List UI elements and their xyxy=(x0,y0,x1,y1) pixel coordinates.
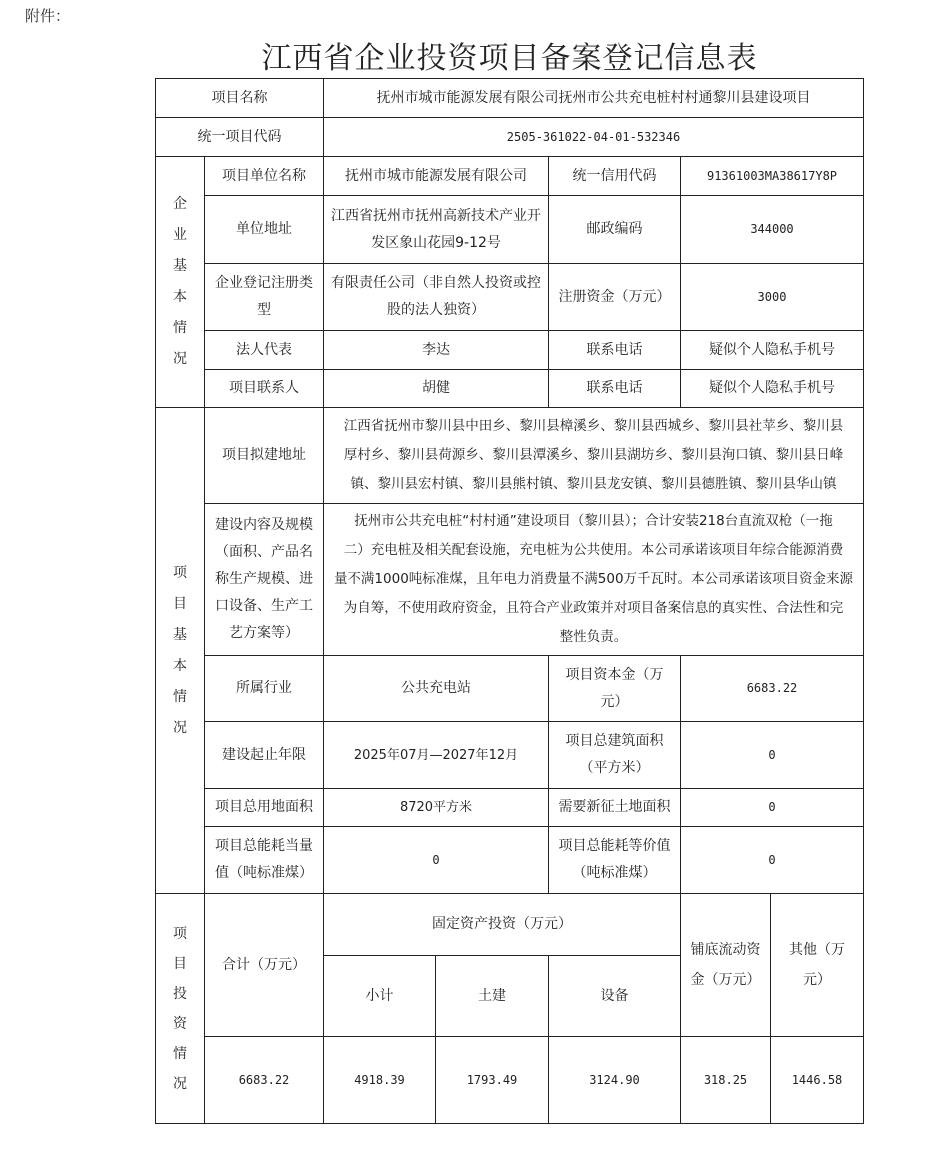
new-land-label: 需要新征土地面积 xyxy=(548,788,681,827)
land-area-label: 项目总用地面积 xyxy=(204,788,324,827)
phone-value-1: 疑似个人隐私手机号 xyxy=(680,330,864,370)
scope-label: 建设内容及规模 （面积、产品名 称生产规模、进 口设备、生产工 艺方案等） xyxy=(204,503,324,656)
fixed-investment-label: 固定资产投资（万元） xyxy=(323,893,681,956)
enterprise-section-label: 企 业 基 本 情 况 xyxy=(155,156,205,408)
phone-label-2: 联系电话 xyxy=(548,369,681,408)
unit-name-label: 项目单位名称 xyxy=(204,156,324,196)
phone-value-2: 疑似个人隐私手机号 xyxy=(680,369,864,408)
new-land-value: 0 xyxy=(680,788,864,827)
project-capital-label: 项目资本金（万 元） xyxy=(548,655,681,722)
industry-label: 所属行业 xyxy=(204,655,324,722)
reg-type-value: 有限责任公司（非自然人投资或控 股的法人独资） xyxy=(323,263,549,331)
document-title: 江西省企业投资项目备案登记信息表 xyxy=(261,41,758,76)
project-section-label: 项 目 基 本 情 况 xyxy=(155,407,205,894)
phone-label-1: 联系电话 xyxy=(548,330,681,370)
energy-equivalent-value: 0 xyxy=(323,826,549,894)
postcode-label: 邮政编码 xyxy=(548,195,681,264)
credit-code-label: 统一信用代码 xyxy=(548,156,681,196)
working-capital-label: 铺底流动资 金（万元） xyxy=(680,893,771,1037)
investment-section-label: 项 目 投 资 情 况 xyxy=(155,893,205,1124)
energy-value-label: 项目总能耗等价值 （吨标准煤） xyxy=(548,826,681,894)
equipment-label: 设备 xyxy=(548,955,681,1037)
project-code-value: 2505-361022-04-01-532346 xyxy=(323,117,864,157)
scope-value: 抚州市公共充电桩“村村通”建设项目（黎川县）；合计安装218台直流双枪（一拖 二）充电桩及相关配套设施，充电桩为公共使用。本公司承诺该项目年综合能源消费 量不满1000吨标准煤，且年电力消费量不满500万千瓦时。本公司承诺该项目资金来源 为自筹，不使用政府资金，且符合产业政策并对项目备案信息的真实性、合法性和完 整性负责。 xyxy=(323,503,864,656)
period-label: 建设起止年限 xyxy=(204,721,324,789)
project-name-label: 项目名称 xyxy=(155,78,324,118)
subtotal-label: 小计 xyxy=(323,955,436,1037)
site-value: 江西省抚州市黎川县中田乡、黎川县樟溪乡、黎川县西城乡、黎川县社苹乡、黎川县 厚村乡、黎川县荷源乡、黎川县潭溪乡、黎川县湖坊乡、黎川县洵口镇、黎川县日峰 镇、黎川县宏村镇、黎川县熊村镇、黎川县龙安镇、黎川县德胜镇、黎川县华山镇 xyxy=(323,407,864,504)
civil-label: 土建 xyxy=(435,955,549,1037)
legal-rep-value: 李达 xyxy=(323,330,549,370)
project-name-value: 抚州市城市能源发展有限公司抚州市公共充电桩村村通黎川县建设项目 xyxy=(323,78,864,118)
attachment-label: 附件： xyxy=(25,7,71,25)
credit-code-value: 91361003MA38617Y8P xyxy=(680,156,864,196)
other-label: 其他（万 元） xyxy=(770,893,864,1037)
investment-total-label: 合计（万元） xyxy=(204,893,324,1037)
project-code-label: 统一项目代码 xyxy=(155,117,324,157)
record-form-table xyxy=(155,78,864,1124)
project-capital-value: 6683.22 xyxy=(680,655,864,722)
unit-name-value: 抚州市城市能源发展有限公司 xyxy=(323,156,549,196)
postcode-value: 344000 xyxy=(680,195,864,264)
legal-rep-label: 法人代表 xyxy=(204,330,324,370)
industry-value: 公共充电站 xyxy=(323,655,549,722)
civil-value: 1793.49 xyxy=(435,1036,549,1124)
working-capital-value: 318.25 xyxy=(680,1036,771,1124)
energy-value-value: 0 xyxy=(680,826,864,894)
registered-capital-label: 注册资金（万元） xyxy=(548,263,681,331)
subtotal-value: 4918.39 xyxy=(323,1036,436,1124)
address-label: 单位地址 xyxy=(204,195,324,264)
energy-equivalent-label: 项目总能耗当量 值（吨标准煤） xyxy=(204,826,324,894)
building-area-value: 0 xyxy=(680,721,864,789)
address-value: 江西省抚州市抚州高新技术产业开 发区象山花园9-12号 xyxy=(323,195,549,264)
site-label: 项目拟建地址 xyxy=(204,407,324,504)
contact-value: 胡健 xyxy=(323,369,549,408)
reg-type-label: 企业登记注册类 型 xyxy=(204,263,324,331)
equipment-value: 3124.90 xyxy=(548,1036,681,1124)
registered-capital-value: 3000 xyxy=(680,263,864,331)
land-area-value: 8720平方米 xyxy=(323,788,549,827)
other-value: 1446.58 xyxy=(770,1036,864,1124)
period-value: 2025年07月—2027年12月 xyxy=(323,721,549,789)
contact-label: 项目联系人 xyxy=(204,369,324,408)
building-area-label: 项目总建筑面积 （平方米） xyxy=(548,721,681,789)
investment-total-value: 6683.22 xyxy=(204,1036,324,1124)
